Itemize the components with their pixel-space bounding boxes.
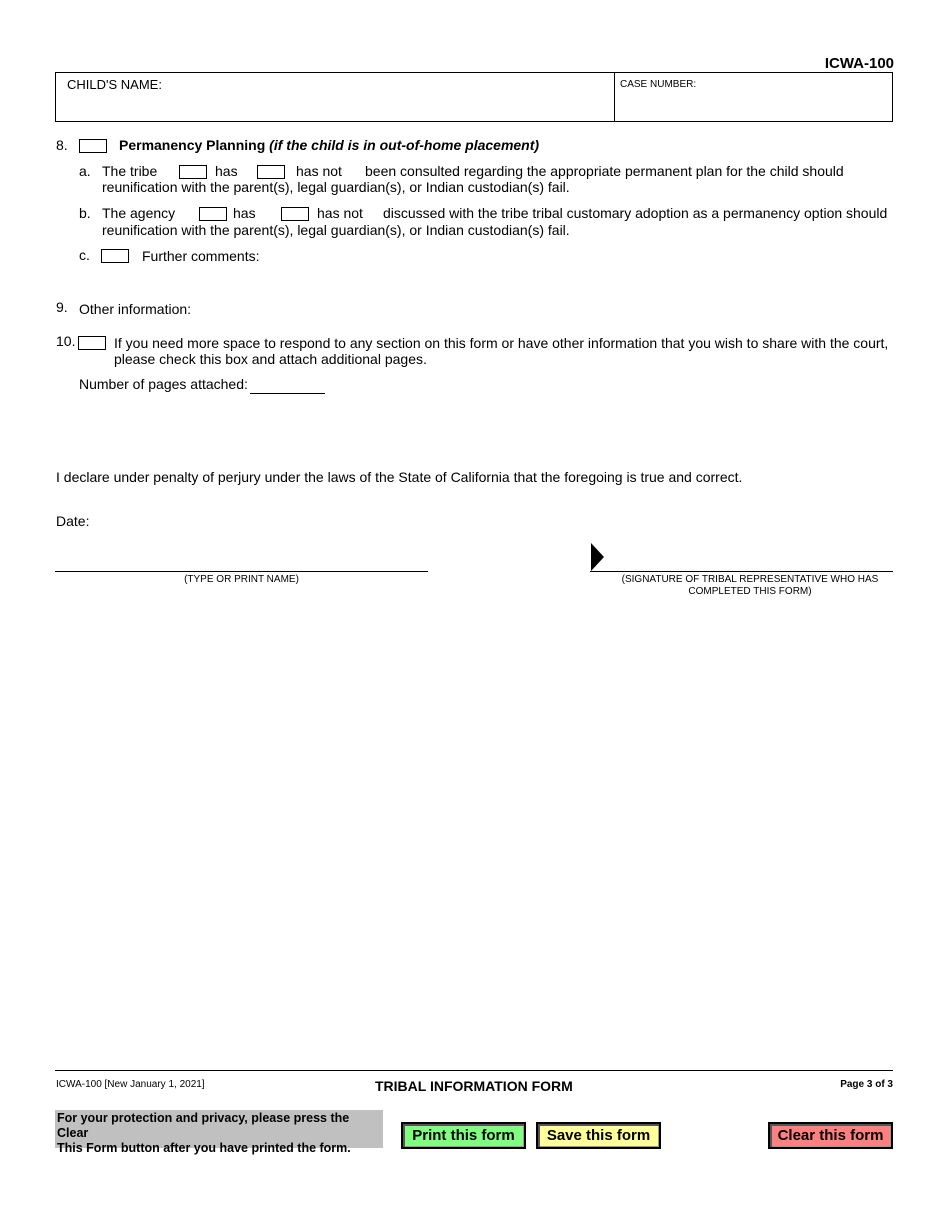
item-8a-letter: a.	[79, 163, 91, 179]
footer-rule	[55, 1070, 893, 1071]
item-8a-has-label: has	[215, 163, 238, 179]
item-8c-letter: c.	[79, 247, 90, 263]
item-8-number: 8.	[56, 137, 68, 153]
item-8-title-note: (if the child is in out-of-home placement)	[269, 137, 540, 153]
item-8a-text-1: been consulted regarding the appropriate permanent plan for the child should	[365, 163, 844, 179]
item-10-text-2: please check this box and attach additional pages.	[114, 351, 427, 367]
item-9-number: 9.	[56, 299, 68, 315]
privacy-line-2: This Form button after you have printed the form.	[57, 1141, 351, 1155]
item-8a-has-checkbox[interactable]	[179, 165, 207, 179]
item-8b-has-not-checkbox[interactable]	[281, 207, 309, 221]
save-form-button[interactable]: Save this form	[536, 1122, 661, 1149]
header-box	[55, 72, 893, 122]
item-8-title: Permanency Planning	[119, 137, 266, 153]
form-id: ICWA-100	[824, 55, 894, 72]
item-9-label: Other information:	[79, 301, 192, 317]
signature-caption-line-1: (SIGNATURE OF TRIBAL REPRESENTATIVE WHO HAS	[621, 574, 879, 585]
item-8b-has-not-label: has not	[317, 205, 363, 221]
child-name-label: CHILD'S NAME:	[67, 77, 162, 92]
case-number-field[interactable]	[615, 73, 892, 121]
form-revision: ICWA-100 [New January 1, 2021]	[56, 1079, 205, 1090]
child-name-field[interactable]	[56, 73, 615, 121]
signature-caption-line-2: COMPLETED THIS FORM)	[688, 586, 812, 597]
item-8-title-line	[119, 137, 539, 153]
case-number-label: CASE NUMBER:	[620, 79, 697, 90]
form-title: TRIBAL INFORMATION FORM	[375, 1078, 573, 1094]
item-8a-has-not-checkbox[interactable]	[257, 165, 285, 179]
item-8b-lead: The agency	[102, 205, 176, 221]
item-8-checkbox[interactable]	[79, 139, 107, 153]
item-10-checkbox[interactable]	[78, 336, 106, 350]
signature-arrow-icon	[591, 543, 605, 574]
declaration-text: I declare under penalty of perjury under the laws of the State of California that the foregoing is true and correct.	[56, 469, 743, 485]
item-8a-has-not-label: has not	[296, 163, 342, 179]
date-label: Date:	[56, 513, 90, 529]
signature-caption	[600, 574, 900, 598]
item-8c-label: Further comments:	[142, 248, 260, 264]
signature-line[interactable]	[590, 571, 893, 572]
item-10-text-1: If you need more space to respond to any section on this form or have other information that you wish to share with the court,	[114, 335, 889, 351]
item-8c-checkbox[interactable]	[101, 249, 129, 263]
pages-attached-label: Number of pages attached:	[79, 376, 248, 392]
print-name-caption: (TYPE OR PRINT NAME)	[184, 574, 299, 585]
item-8b-has-label: has	[233, 205, 256, 221]
clear-form-button[interactable]: Clear this form	[768, 1122, 893, 1149]
page-number: Page 3 of 3	[840, 1079, 893, 1090]
print-name-line[interactable]	[55, 571, 428, 572]
item-8a-text-2: reunification with the parent(s), legal guardian(s), or Indian custodian(s) fail.	[102, 179, 570, 195]
item-8b-has-checkbox[interactable]	[199, 207, 227, 221]
item-8a-lead: The tribe	[102, 163, 158, 179]
item-10-number: 10.	[56, 333, 76, 349]
print-form-button[interactable]: Print this form	[401, 1122, 526, 1149]
privacy-line-1: For your protection and privacy, please press the Clear	[57, 1111, 350, 1140]
privacy-notice	[55, 1110, 383, 1155]
pages-attached-input[interactable]	[250, 393, 325, 394]
item-8b-letter: b.	[79, 205, 91, 221]
item-8b-text-1: discussed with the tribe tribal customary adoption as a permanency option should	[383, 205, 888, 221]
item-8b-text-2: reunification with the parent(s), legal guardian(s), or Indian custodian(s) fail.	[102, 222, 570, 238]
